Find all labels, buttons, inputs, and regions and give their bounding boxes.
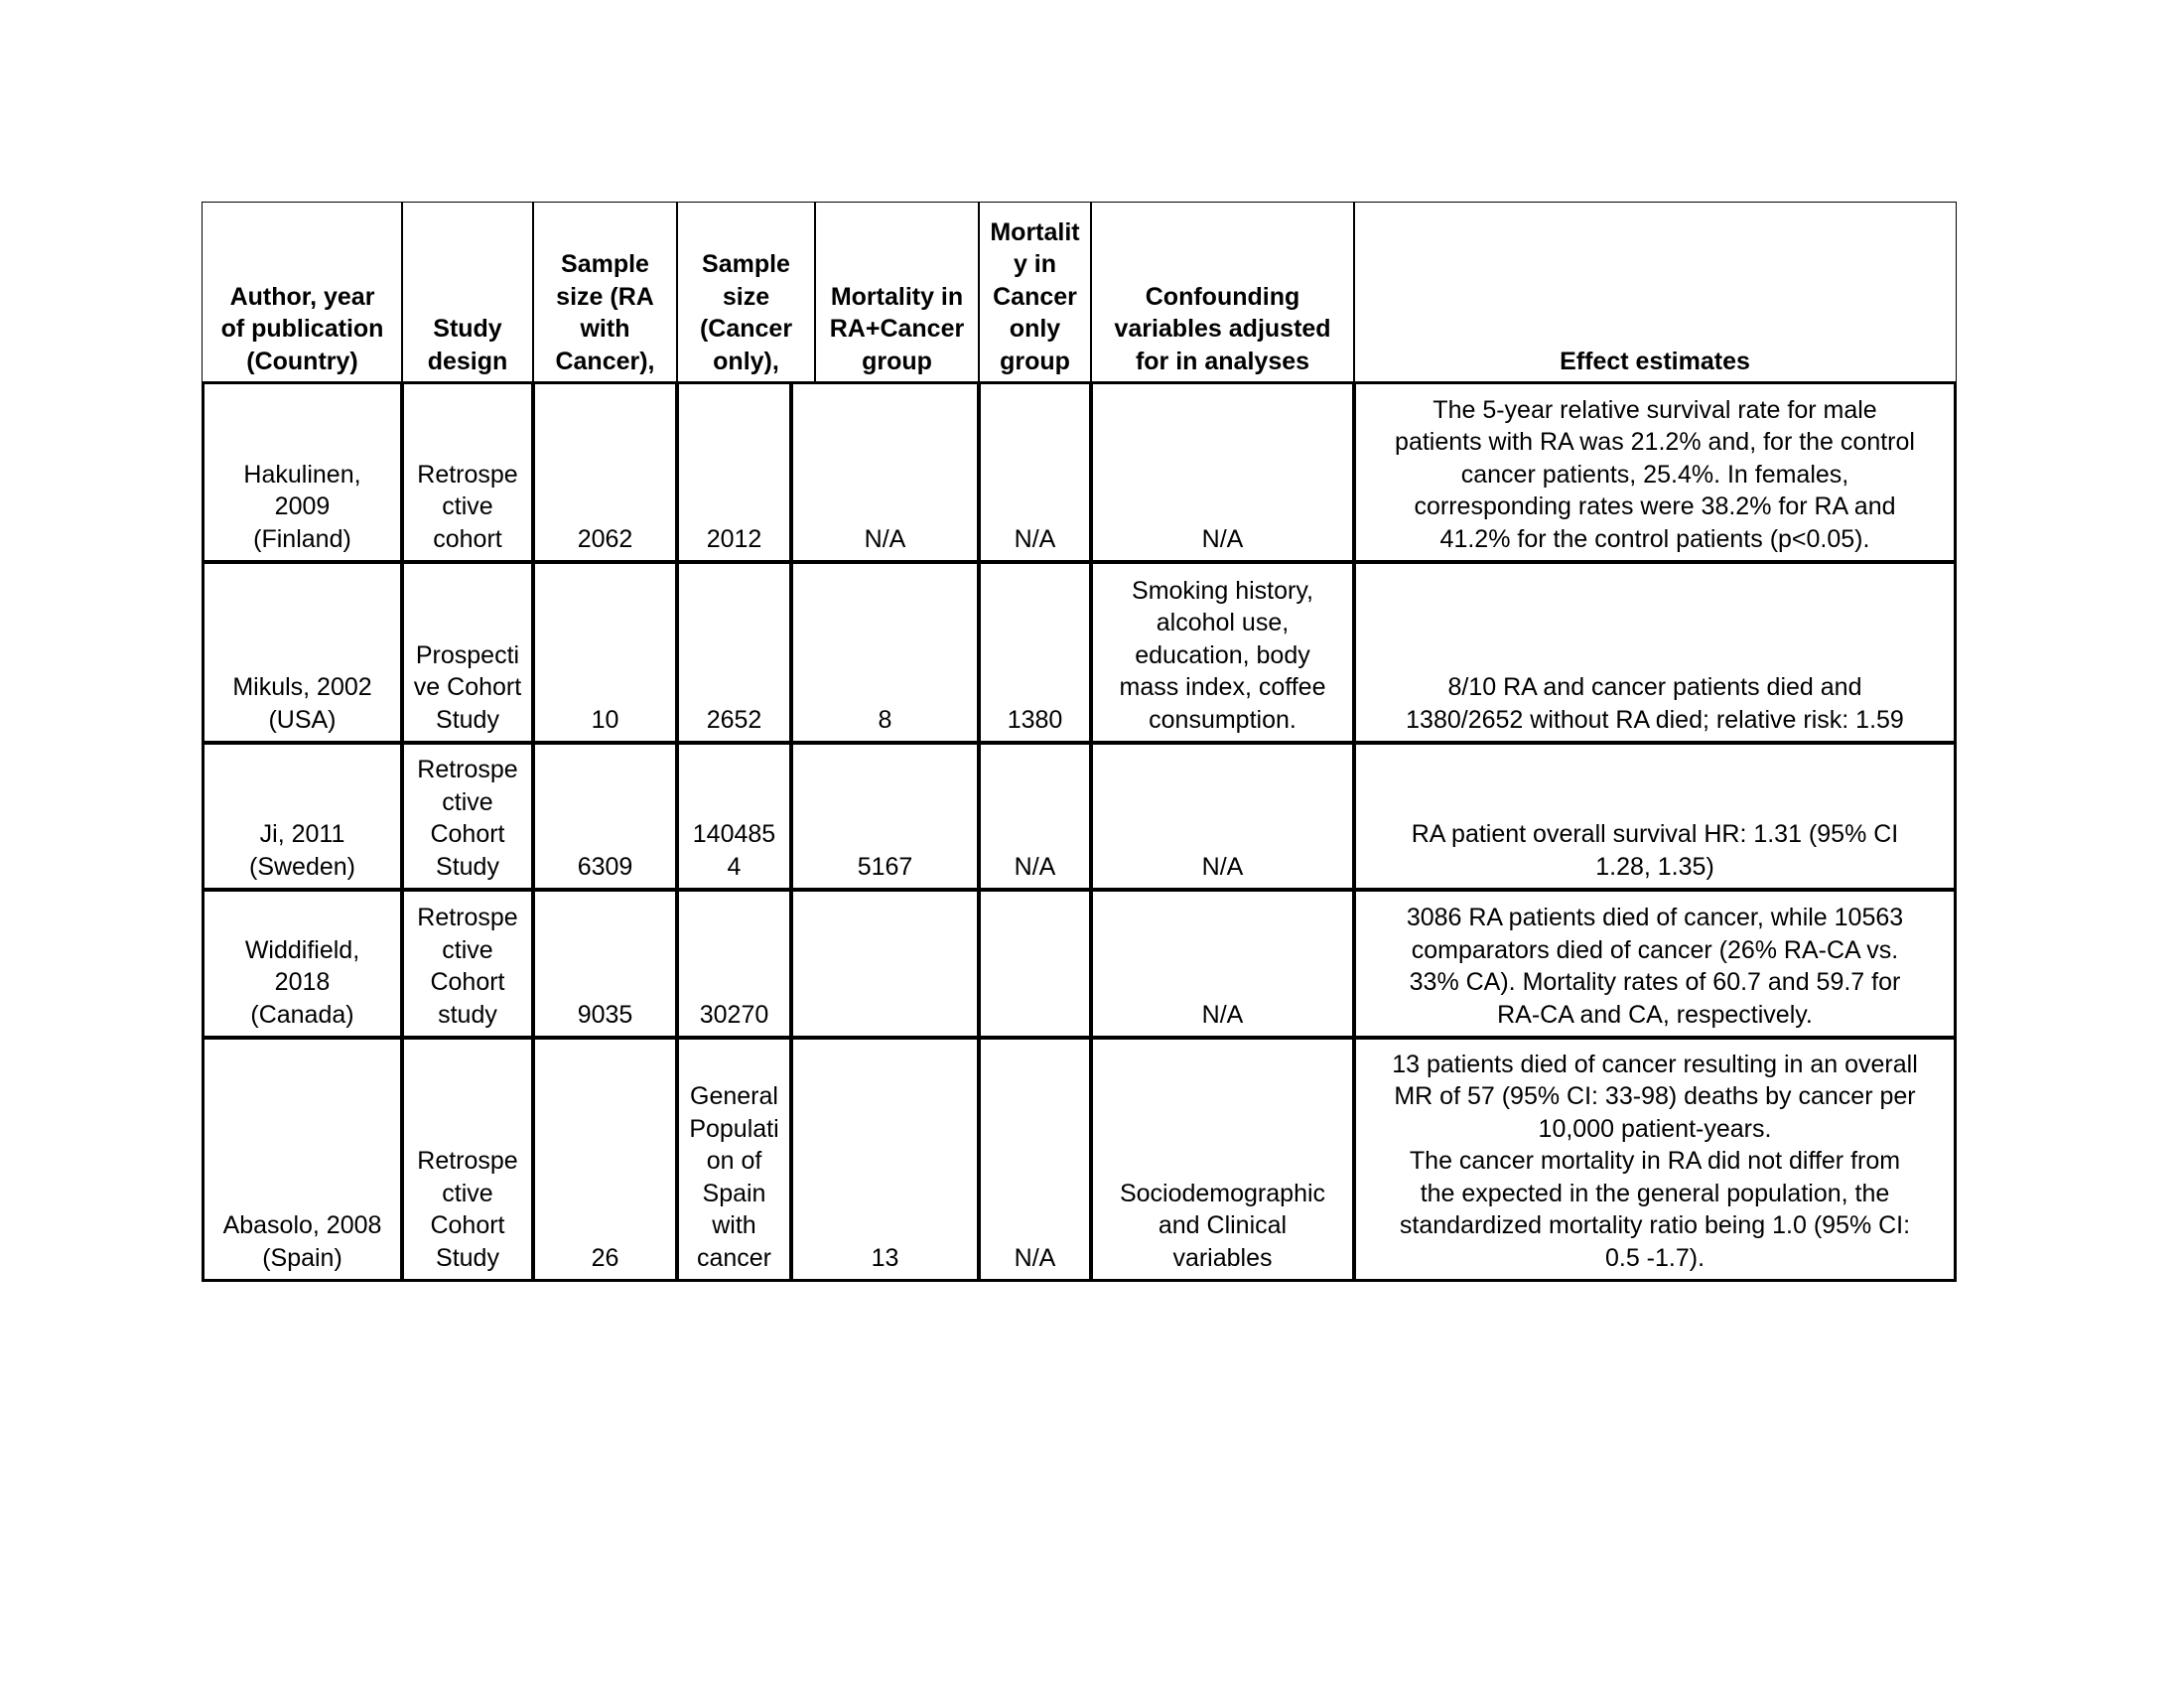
cell-study-design <box>401 381 534 563</box>
cell-mortality-ra-cancer-text: 13 <box>871 1243 899 1272</box>
cell-sample-size-ra <box>532 742 678 891</box>
cell-sample-size-cancer-text: General Populati on of Spain with cancer <box>689 1082 779 1272</box>
header-author-text: Author, year of publication (Country) <box>220 282 384 375</box>
cell-mortality-ra-cancer <box>790 742 980 891</box>
cell-confounders-text: N/A <box>1201 524 1244 553</box>
cell-sample-size-ra-text: 26 <box>591 1243 619 1272</box>
cell-mortality-ra-cancer <box>790 1037 980 1282</box>
cell-study-design <box>401 742 534 891</box>
cell-study-design <box>401 1037 534 1282</box>
cell-confounders <box>1090 1037 1355 1282</box>
cell-sample-size-ra <box>532 381 678 563</box>
header-confounders <box>1090 202 1355 383</box>
cell-author-text: Ji, 2011 (Sweden) <box>249 820 355 881</box>
cell-mortality-cancer-only-text: 1380 <box>1007 705 1063 734</box>
cell-mortality-cancer-only <box>978 381 1092 563</box>
cell-author <box>202 381 403 563</box>
header-sample-size-ra <box>532 202 678 383</box>
cell-sample-size-ra-text: 6309 <box>577 852 633 881</box>
cell-confounders <box>1090 889 1355 1039</box>
cell-effect-estimates-text: 3086 RA patients died of cancer, while 10563 comparators died of cancer (26% RA-CA vs. 33% CA). Mortality rates of 60.7 and 59.7 for RA-CA and CA, respectively. <box>1406 904 1904 1029</box>
cell-author-text: Mikuls, 2002 (USA) <box>232 673 372 734</box>
cell-effect-estimates-text: 8/10 RA and cancer patients died and 1380/2652 without RA died; relative risk: 1.59 <box>1406 673 1904 734</box>
header-mortality-ra-cancer-text: Mortality in RA+Cancer group <box>829 282 965 375</box>
cell-sample-size-cancer-text: 140485 4 <box>692 820 776 881</box>
cell-mortality-ra-cancer-text: N/A <box>864 524 906 553</box>
cell-mortality-ra-cancer <box>790 889 980 1039</box>
cell-mortality-ra-cancer <box>790 381 980 563</box>
cell-author-text: Widdifield, 2018 (Canada) <box>244 935 360 1029</box>
cell-mortality-cancer-only <box>978 742 1092 891</box>
cell-confounders-text: Sociodemographic and Clinical variables <box>1119 1179 1326 1272</box>
cell-confounders <box>1090 561 1355 744</box>
cell-sample-size-cancer-text: 2652 <box>706 705 762 734</box>
cell-confounders <box>1090 381 1355 563</box>
cell-sample-size-ra <box>532 1037 678 1282</box>
cell-confounders <box>1090 742 1355 891</box>
cell-sample-size-ra-text: 9035 <box>577 1000 633 1029</box>
header-confounders-text: Confounding variables adjusted for in analyses <box>1114 282 1331 375</box>
cell-effect-estimates <box>1353 561 1957 744</box>
cell-mortality-ra-cancer <box>790 561 980 744</box>
cell-effect-estimates-text: The 5-year relative survival rate for male patients with RA was 21.2% and, for the control cancer patients, 25.4%. In females, corresponding rates were 38.2% for RA and 41.2% for the control patients (p<0.05). <box>1395 395 1915 553</box>
cell-sample-size-cancer <box>676 742 792 891</box>
cell-sample-size-cancer-text: 2012 <box>706 524 762 553</box>
cell-sample-size-cancer <box>676 889 792 1039</box>
cell-confounders-text: N/A <box>1201 1000 1244 1029</box>
cell-sample-size-cancer <box>676 561 792 744</box>
cell-author <box>202 889 403 1039</box>
header-sample-size-cancer-text: Sample size (Cancer only), <box>699 250 793 375</box>
header-sample-size-cancer <box>676 202 816 383</box>
cell-sample-size-ra <box>532 561 678 744</box>
cell-effect-estimates-text: 13 patients died of cancer resulting in an overall MR of 57 (95% CI: 33-98) deaths by cancer per 10,000 patient-years. The cancer mortality in RA did not differ from the expected in the general population, the standardized mortality ratio being 1.0 (95% CI: 0.5 -1.7). <box>1392 1050 1918 1272</box>
cell-author <box>202 1037 403 1282</box>
cell-author-text: Hakulinen, 2009 (Finland) <box>243 460 361 553</box>
cell-author-text: Abasolo, 2008 (Spain) <box>222 1211 382 1272</box>
cell-study-design <box>401 561 534 744</box>
cell-mortality-cancer-only <box>978 561 1092 744</box>
cell-mortality-ra-cancer-text: 8 <box>878 705 892 734</box>
cell-study-design <box>401 889 534 1039</box>
cell-effect-estimates <box>1353 742 1957 891</box>
cell-mortality-cancer-only-text: N/A <box>1014 524 1056 553</box>
cell-mortality-ra-cancer-text: 5167 <box>857 852 913 881</box>
cell-study-design-text: Retrospe ctive Cohort Study <box>417 1147 518 1272</box>
cell-author <box>202 561 403 744</box>
cell-mortality-cancer-only <box>978 889 1092 1039</box>
cell-sample-size-cancer <box>676 1037 792 1282</box>
cell-effect-estimates <box>1353 1037 1957 1282</box>
cell-study-design-text: Retrospe ctive Cohort study <box>417 904 518 1029</box>
cell-effect-estimates <box>1353 381 1957 563</box>
cell-sample-size-cancer-text: 30270 <box>699 1000 769 1029</box>
cell-sample-size-cancer <box>676 381 792 563</box>
cell-mortality-cancer-only-text: N/A <box>1014 1243 1056 1272</box>
header-mortality-cancer-only-text: Mortalit y in Cancer only group <box>990 217 1080 375</box>
header-study-design-text: Study design <box>427 315 508 375</box>
cell-sample-size-ra-text: 10 <box>591 705 619 734</box>
cell-effect-estimates <box>1353 889 1957 1039</box>
cell-author <box>202 742 403 891</box>
header-study-design <box>401 202 534 383</box>
header-author <box>202 202 403 383</box>
cell-effect-estimates-text: RA patient overall survival HR: 1.31 (95% CI 1.28, 1.35) <box>1411 820 1899 881</box>
cell-sample-size-ra-text: 2062 <box>577 524 633 553</box>
cell-study-design-text: Prospecti ve Cohort Study <box>413 640 522 734</box>
header-sample-size-ra-text: Sample size (RA with Cancer), <box>555 250 655 375</box>
cell-mortality-cancer-only <box>978 1037 1092 1282</box>
cell-confounders-text: Smoking history, alcohol use, education, body mass index, coffee consumption. <box>1119 576 1326 734</box>
header-effect-estimates-text: Effect estimates <box>1560 347 1750 375</box>
cell-study-design-text: Retrospe ctive Cohort Study <box>417 756 518 881</box>
header-effect-estimates <box>1353 202 1957 383</box>
cell-sample-size-ra <box>532 889 678 1039</box>
header-mortality-cancer-only <box>978 202 1092 383</box>
cell-mortality-cancer-only-text: N/A <box>1014 852 1056 881</box>
cell-study-design-text: Retrospe ctive cohort <box>417 460 518 553</box>
header-mortality-ra-cancer <box>814 202 980 383</box>
cell-confounders-text: N/A <box>1201 852 1244 881</box>
